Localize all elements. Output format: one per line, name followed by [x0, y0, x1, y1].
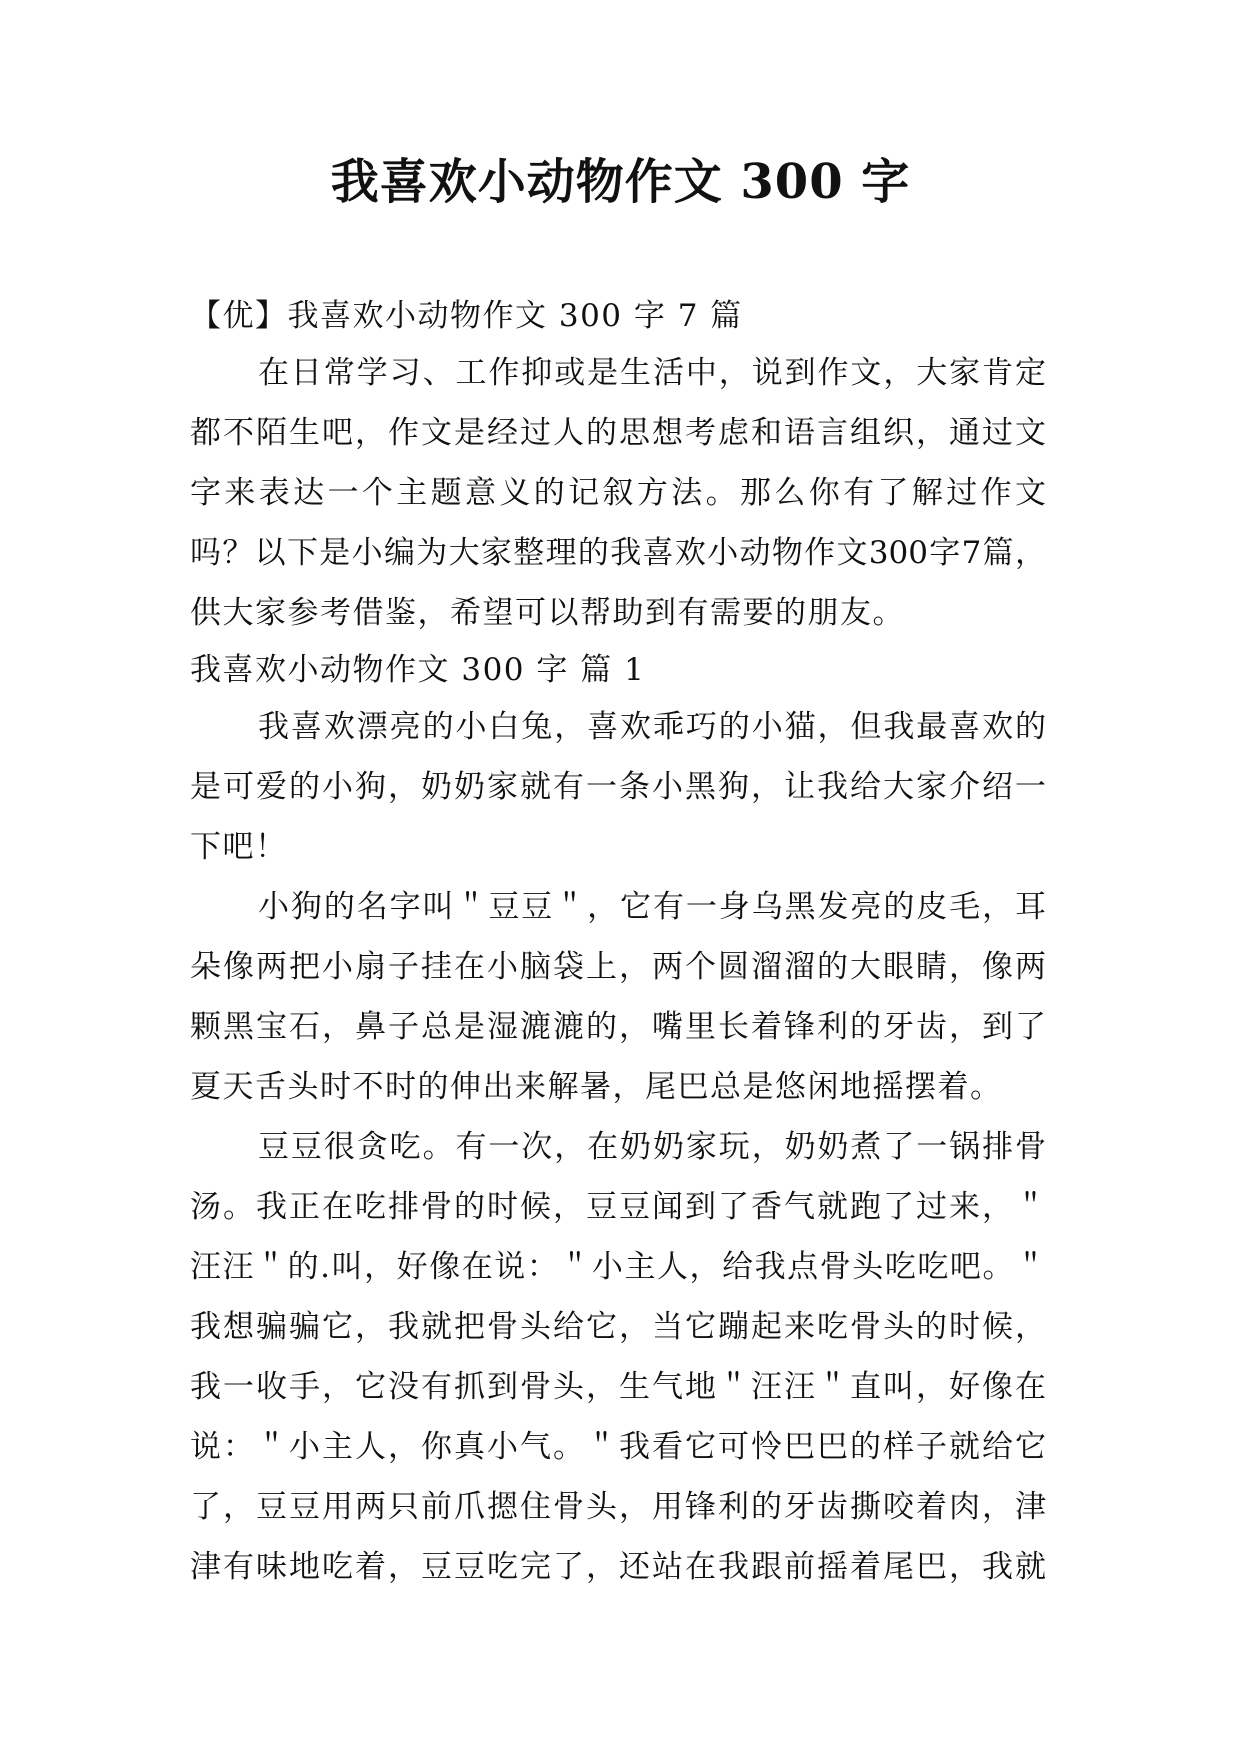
paragraph-line: 我喜欢漂亮的小白兔，喜欢乖巧的小猫，但我最喜欢的: [258, 709, 1046, 745]
paragraph-line: 颗黑宝石，鼻子总是湿漉漉的，嘴里长着锋利的牙齿，到了: [190, 1009, 1046, 1045]
intro-line: 供大家参考借鉴，希望可以帮助到有需要的朋友。: [190, 595, 905, 631]
paragraph-line: 夏天舌头时不时的伸出来解暑，尾巴总是悠闲地摇摆着。: [190, 1069, 1003, 1105]
paragraph-line: 是可爱的小狗，奶奶家就有一条小黑狗，让我给大家介绍一: [190, 769, 1046, 805]
paragraph-line: 了，豆豆用两只前爪摁住骨头，用锋利的牙齿撕咬着肉，津: [190, 1489, 1046, 1525]
paragraph-line: 我想骗骗它，我就把骨头给它，当它蹦起来吃骨头的时候，: [190, 1309, 1046, 1345]
document-title: 我喜欢小动物作文 300 字: [330, 154, 911, 210]
paragraph-line: 津有味地吃着，豆豆吃完了，还站在我跟前摇着尾巴，我就: [190, 1549, 1046, 1585]
paragraph-line: 朵像两把小扇子挂在小脑袋上，两个圆溜溜的大眼睛，像两: [190, 949, 1046, 985]
paragraph-line: 下吧！: [190, 829, 288, 865]
section-heading: 我喜欢小动物作文 300 字 篇 1: [190, 652, 646, 688]
intro-line: 字来表达一个主题意义的记叙方法。那么你有了解过作文: [190, 475, 1046, 511]
document-subtitle: 【优】我喜欢小动物作文 300 字 7 篇: [190, 298, 743, 334]
paragraph-line: 汤。我正在吃排骨的时候，豆豆闻到了香气就跑了过来，＂: [190, 1189, 1046, 1225]
paragraph-line: 说：＂小主人，你真小气。＂我看它可怜巴巴的样子就给它: [190, 1429, 1046, 1465]
intro-line: 在日常学习、工作抑或是生活中，说到作文，大家肯定: [258, 355, 1046, 391]
intro-line: 吗？以下是小编为大家整理的我喜欢小动物作文300字7篇，: [190, 535, 1046, 571]
intro-line: 都不陌生吧，作文是经过人的思想考虑和语言组织，通过文: [190, 415, 1046, 451]
paragraph-line: 豆豆很贪吃。有一次，在奶奶家玩，奶奶煮了一锅排骨: [258, 1129, 1046, 1165]
paragraph-line: 汪汪＂的.叫，好像在说：＂小主人，给我点骨头吃吃吧。＂: [190, 1249, 1046, 1285]
paragraph-line: 我一收手，它没有抓到骨头，生气地＂汪汪＂直叫，好像在: [190, 1369, 1046, 1405]
paragraph-line: 小狗的名字叫＂豆豆＂，它有一身乌黑发亮的皮毛，耳: [258, 889, 1046, 925]
